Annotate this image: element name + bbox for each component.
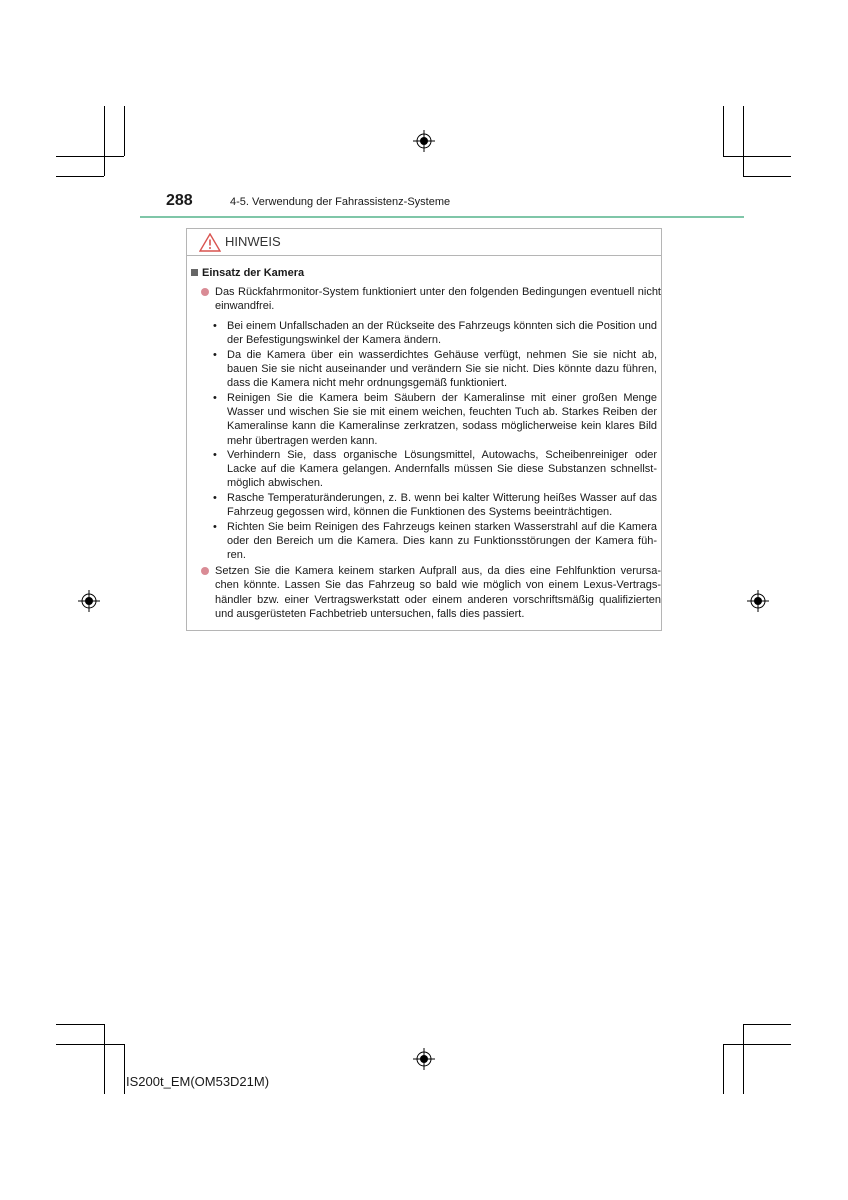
bullet-icon xyxy=(201,567,209,575)
crop-mark xyxy=(56,1024,104,1025)
notice-title: HINWEIS xyxy=(225,234,281,249)
registration-mark-icon xyxy=(747,590,769,612)
crop-mark xyxy=(56,1044,124,1045)
header-rule xyxy=(140,216,744,218)
crop-mark xyxy=(723,106,724,156)
crop-mark xyxy=(124,106,125,156)
sub-list-item: • Rasche Temperaturänderungen, z. B. wenn bei kalter Witterung heißes Wasser auf das Fahrzeug gegossen wird, können die Funktionen des Systems beeinträchtigen. xyxy=(213,492,657,519)
crop-mark xyxy=(723,1044,724,1094)
crop-mark xyxy=(56,156,124,157)
registration-mark-icon xyxy=(413,1048,435,1070)
notice-box xyxy=(186,228,662,631)
sub-list-item: • Verhindern Sie, dass organische Lösungsmittel, Autowachs, Scheibenreiniger oder Lacke auf die Kamera gelangen. Andernfalls müssen Sie diese Substanzen schnellst-möglich abwischen. xyxy=(213,449,657,490)
registration-mark-icon xyxy=(78,590,100,612)
crop-mark xyxy=(723,156,791,157)
crop-mark xyxy=(104,1024,105,1094)
crop-mark xyxy=(743,1024,744,1094)
crop-mark xyxy=(743,1024,791,1025)
registration-mark-icon xyxy=(413,130,435,152)
crop-mark xyxy=(104,106,105,176)
square-bullet-icon xyxy=(191,269,198,276)
sub-list-item: • Da die Kamera über ein wasserdichtes Gehäuse verfügt, nehmen Sie sie nicht ab, bauen Sie sie nicht auseinander und verändern Sie sie nicht. Dies könnte dazu führen, dass die Kamera nicht mehr ordnungsgemäß funktioniert. xyxy=(213,349,657,390)
document-code: IS200t_EM(OM53D21M) xyxy=(126,1074,270,1089)
chapter-title: 4-5. Verwendung der Fahrassistenz-Systeme xyxy=(230,196,451,208)
bullet-icon xyxy=(201,288,209,296)
crop-mark xyxy=(723,1044,791,1045)
sub-list-item: • Richten Sie beim Reinigen des Fahrzeugs keinen starken Wasserstrahl auf die Kamera oder den Bereich um die Kamera. Dies kann zu Funktionsstörungen der Kamera füh-ren. xyxy=(213,521,657,562)
crop-mark xyxy=(124,1044,125,1094)
section-title: Einsatz der Kamera xyxy=(191,267,304,279)
list-item: Das Rückfahrmonitor-System funktioniert unter den folgenden Bedingungen eventuell nicht einwandfrei. xyxy=(201,285,661,314)
page-header xyxy=(140,192,744,220)
sub-list-item: • Reinigen Sie die Kamera beim Säubern der Kameralinse mit einer großen Menge Wasser und wischen Sie sie mit einem weichen, feuchten Tuch ab. Starkes Reiben der Kameralinse kann die Kameralinse zerkratzen, sodass möglicherweise kein klares Bild mehr übertragen werden kann. xyxy=(213,392,657,447)
crop-mark xyxy=(56,176,104,177)
page-number: 288 xyxy=(166,192,193,209)
warning-triangle-icon xyxy=(199,233,221,252)
sub-list-item: • Bei einem Unfallschaden an der Rückseite des Fahrzeugs könnten sich die Position und der Befestigungswinkel der Kamera ändern. xyxy=(213,320,657,347)
crop-mark xyxy=(743,106,744,176)
notice-header xyxy=(187,229,661,256)
crop-mark xyxy=(743,176,791,177)
list-item: Setzen Sie die Kamera keinem starken Aufprall aus, da dies eine Fehlfunktion verursa-chen könnte. Lassen Sie das Fahrzeug so bald wie möglich von einem Lexus-Vertrags-händler bzw. einer Vertragswerkstatt oder einem anderen vorschriftsmäßig qualifizierten und ausgerüsteten Fachbetrieb untersuchen, falls dies passiert. xyxy=(201,564,661,622)
